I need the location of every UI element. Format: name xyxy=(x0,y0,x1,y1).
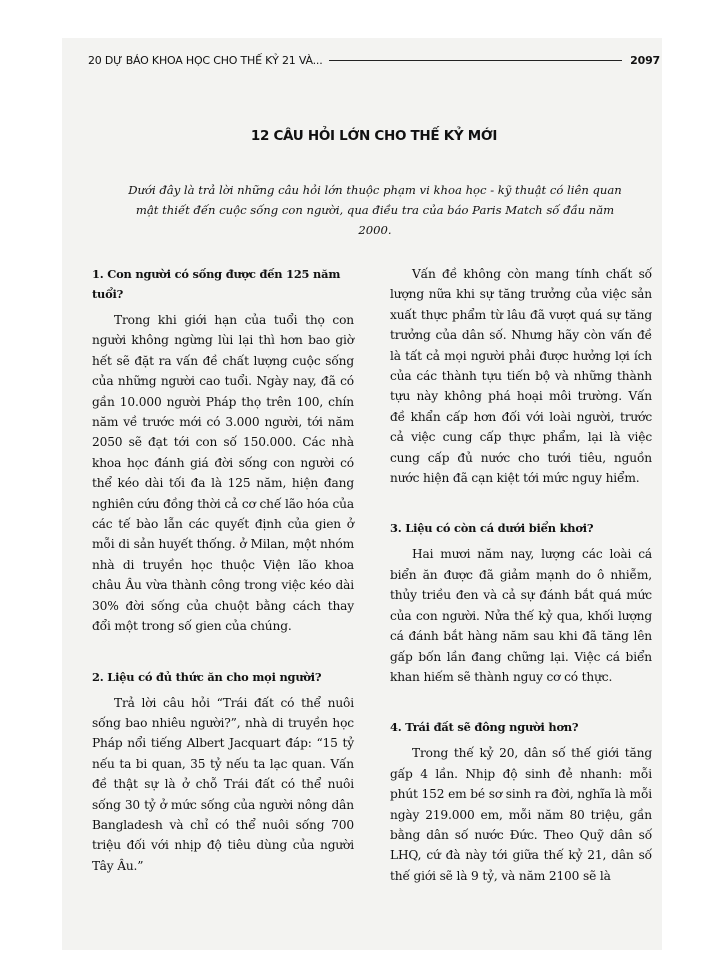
question-3-heading: 3. Liệu có còn cá dưới biển khơi? xyxy=(390,521,594,536)
question-1-body: Trong khi giới hạn của tuổi thọ con người không ngừng lùi lại thì hơn bao giờ hết sẽ đặt ra vấn đề chất lượng cuộc sống của những người cao tuổi. Ngày nay, đã có gần 10.000 người Pháp thọ trên 100, chín năm về trước mới có 3.000 người, tới năm 2050 sẽ đạt tới con số 150.000. Các nhà khoa học đánh giá đời sống con người có thể kéo dài tối đa là 125 năm, hiện đang nghiên cứu đồng thời cả cơ chế lão hóa của các tế bào lẫn các quyết định của gien ở mỗi di sản huyết thống. ở Milan, một nhóm nhà di truyền học thuộc Viện lão khoa châu Âu vừa thành công trong việc kéo dài 30% đời sống của chuột bằng cách thay đổi một trong số gien của chúng. xyxy=(92,313,354,634)
running-header xyxy=(88,52,660,68)
question-3-body: Hai mươi năm nay, lượng các loài cá biển ăn được đã giảm mạnh do ô nhiễm, thủy triều đen và cả sự đánh bắt quá mức của con người. Nửa thế kỷ qua, khối lượng cá đánh bắt hàng năm sau khi đã tăng lên gấp bốn lần đang chững lại. Việc cá biển khan hiếm sẽ thành nguy cơ có thực. xyxy=(390,547,652,684)
running-title: 20 DỰ BÁO KHOA HỌC CHO THẾ KỶ 21 VÀ... xyxy=(88,53,323,67)
question-2-continued: Vấn đề không còn mang tính chất số lượng nữa khi sự tăng trưởng của việc sản xuất thực phẩm từ lâu đã vượt quá sự tăng trưởng của dân số. Nhưng hãy còn vấn đề là tất cả mọi người phải được hưởng lợi ích của các thành tựu tiến bộ và những thành tựu này không phá hoại môi trường. Vấn đề khẩn cấp hơn đối với loài người, trước cả việc cung cấp thực phẩm, lại là việc cung cấp đủ nước cho tưới tiêu, nguồn nước hiện đã cạn kiệt tới mức nguy hiểm. xyxy=(390,267,652,486)
article-title: 12 CÂU HỎI LỚN CHO THẾ KỶ MỚI xyxy=(250,128,498,144)
right-column xyxy=(390,264,652,886)
question-4-heading: 4. Trái đất sẽ đông người hơn? xyxy=(390,720,579,735)
question-4-body: Trong thế kỷ 20, dân số thế giới tăng gấp 4 lần. Nhịp độ sinh đẻ nhanh: mỗi phút 152 em bé sơ sinh ra đời, nghĩa là mỗi ngày 219.000 em, mỗi năm 80 triệu, gần bằng dân số nước Đức. Theo Quỹ dân số LHQ, cứ đà này tới giữa thế kỷ 21, dân số thế giới sẽ là 9 tỷ, và năm 2100 sẽ là xyxy=(390,746,652,883)
question-2-heading: 2. Liệu có đủ thức ăn cho mọi người? xyxy=(92,669,322,684)
left-column xyxy=(92,264,354,876)
article-intro: Dưới đây là trả lời những câu hỏi lớn thuộc phạm vi khoa học - kỹ thuật có liên quan mật thiết đến cuộc sống con người, qua điều tra của báo Paris Match số đầu năm 2000. xyxy=(128,183,622,237)
header-rule xyxy=(329,60,623,61)
question-2-body: Trả lời câu hỏi “Trái đất có thể nuôi sống bao nhiêu người?”, nhà di truyền học Pháp nổi tiếng Albert Jacquart đáp: “15 tỷ nếu ta bi quan, 35 tỷ nếu ta lạc quan. Vấn đề thật sự là ở chỗ Trái đất có thể nuôi sống 30 tỷ ở mức sống của người nông dân Bangladesh và chỉ có thể nuôi sống 700 triệu đối với nhịp độ tiêu dùng của người Tây Âu.” xyxy=(92,695,354,873)
question-1-heading: 1. Con người có sống được đến 125 năm tuổi? xyxy=(92,267,341,301)
page-number: 2097 xyxy=(630,53,660,67)
